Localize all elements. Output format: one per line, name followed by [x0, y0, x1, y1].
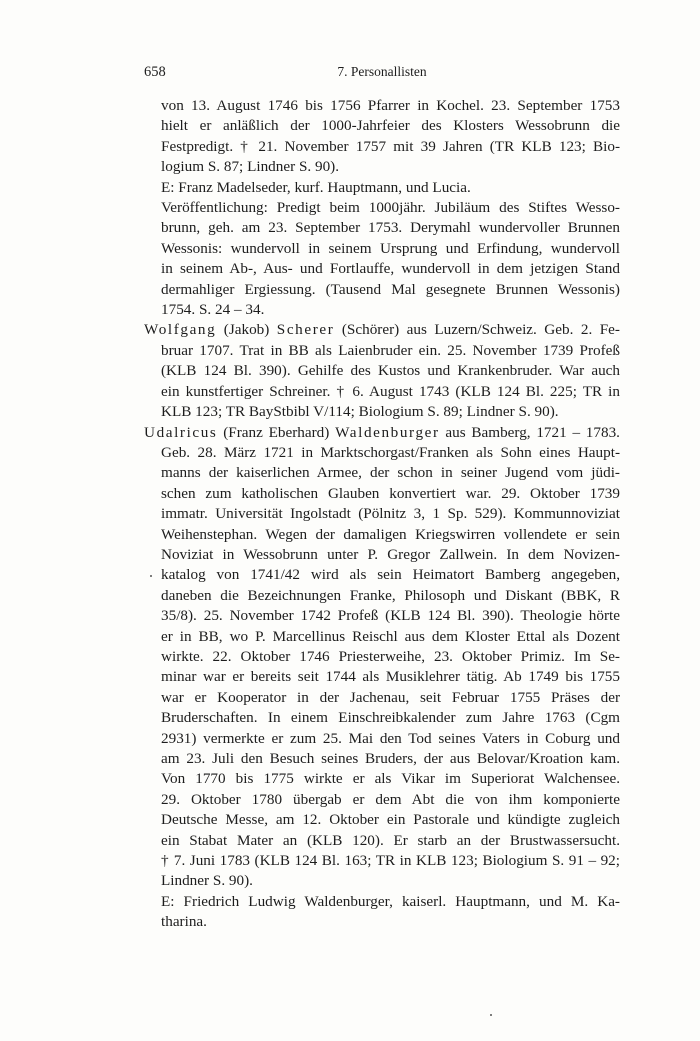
text-line: 1754. S. 24 – 34.: [161, 301, 265, 319]
running-head: 7. Personallisten: [337, 64, 427, 79]
given-name: Udalricus: [144, 423, 218, 441]
name-note: (Franz Eberhard): [217, 423, 336, 441]
text-line: ein Stabat Mater an (KLB 120). Er starb an der Brustwassersucht.: [161, 831, 620, 849]
text-line: von 13. August 1746 bis 1756 Pfarrer in Kochel. 23. September 1753: [161, 97, 620, 114]
text-line: tharina.: [161, 913, 207, 931]
print-speck: [490, 1014, 492, 1016]
text-line: logium S. 87; Lindner S. 90).: [161, 158, 340, 176]
text-line: E: Franz Madelseder, kurf. Hauptmann, und Lucia.: [161, 178, 471, 196]
text-line: dermahliger Ergiessung. (Tausend Mal gesegnete Brunnen Wessonis): [161, 280, 620, 298]
given-name: Wolfgang: [144, 321, 217, 339]
text-line: immatr. Universität Ingolstadt (Pölnitz 3, 1 Sp. 529). Kommunnoviziat: [161, 505, 620, 523]
text-line: schen zum katholischen Glauben konvertiert war. 29. Oktober 1739: [161, 484, 620, 502]
entry-scherer: [144, 320, 620, 422]
text-line: er in BB, wo P. Marcellinus Reischl aus dem Kloster Ettal als Dozent: [161, 627, 620, 645]
text-line: minar war er bereits seit 1744 als Musiklehrer tätig. Ab 1749 bis 1755: [161, 668, 620, 686]
entry-heading-line: [144, 320, 620, 340]
body-text: [144, 96, 620, 933]
text-line: † 7. Juni 1783 (KLB 124 Bl. 163; TR in KLB 123; Biologium S. 91 – 92;: [161, 852, 620, 870]
text-line: in seinem Ab-, Aus- und Fortlauffe, wundervoll in dem jetzigen Stand: [161, 260, 620, 278]
text-line: bruar 1707. Trat in BB als Laienbruder ein. 25. November 1739 Profeß: [161, 341, 620, 359]
text-line: Noviziat in Wessobrunn unter P. Gregor Zallwein. In dem Novizen-: [161, 545, 620, 563]
text-line: Festpredigt. † 21. November 1757 mit 39 Jahren (TR KLB 123; Bio-: [161, 137, 620, 155]
text-line: 35/8). 25. November 1742 Profeß (KLB 124 Bl. 390). Theologie hörte: [161, 607, 620, 625]
text-line: 29. Oktober 1780 übergab er dem Abt die von ihm komponierte: [161, 790, 620, 808]
surname: Scherer: [276, 321, 335, 339]
text-line: Geb. 28. März 1721 in Marktschorgast/Franken als Sohn eines Haupt-: [161, 443, 620, 461]
page-header: [144, 64, 620, 84]
text-line: hielt er anläßlich der 1000-Jahrfeier des Klosters Wessobrunn die: [161, 117, 620, 135]
page-number: 658: [144, 64, 166, 80]
text-line: Lindner S. 90).: [161, 872, 253, 890]
text-line: (KLB 124 Bl. 390). Gehilfe des Kustos und Krankenbruder. War auch: [161, 362, 620, 380]
print-speck: [150, 575, 152, 577]
text-line: Bruderschaften. In einem Einschreibkalender zum Jahre 1763 (Cgm: [161, 709, 620, 727]
text-line: E: Friedrich Ludwig Waldenburger, kaiserl. Hauptmann, und M. Ka-: [161, 892, 620, 910]
text-line: war er Kooperator in der Jachenau, seit Februar 1755 Präses der: [161, 688, 620, 706]
text-line: Wessonis: wundervoll in seinem Ursprung und Erfindung, wundervoll: [161, 239, 620, 257]
text-line: katalog von 1741/42 wird als sein Heimatort Bamberg angegeben,: [161, 566, 620, 584]
surname: Waldenburger: [335, 423, 440, 441]
text-line: KLB 123; TR BayStbibl V/114; Biologium S. 89; Lindner S. 90).: [161, 403, 559, 421]
entry-continuation: [144, 96, 620, 320]
name-note: (Jakob): [216, 321, 277, 339]
entry-heading-line: [144, 423, 620, 443]
text-line: 2931) vermerkte er zum 25. Mai den Tod seines Vaters in Coburg und: [161, 729, 620, 747]
text-line: ein kunstfertiger Schreiner. † 6. August 1743 (KLB 124 Bl. 225; TR in: [161, 382, 620, 400]
heading-rest: (Schörer) aus Luzern/Schweiz. Geb. 2. Fe-: [334, 321, 620, 339]
text-line: manns der kaiserlichen Armee, der schon in seiner Jugend vom jüdi-: [161, 464, 620, 482]
entry-waldenburger: [144, 423, 620, 933]
text-line: Von 1770 bis 1775 wirkte er als Vikar im Superiorat Walchensee.: [161, 770, 620, 788]
text-line: wirkte. 22. Oktober 1746 Priesterweihe, 23. Oktober Primiz. Im Se-: [161, 647, 620, 665]
text-line: Veröffentlichung: Predigt beim 1000jähr. Jubiläum des Stiftes Wesso-: [161, 199, 620, 217]
text-line: daneben die Bezeichnungen Franke, Philosoph und Diskant (BBK, R: [161, 586, 620, 604]
heading-rest: aus Bamberg, 1721 – 1783.: [439, 423, 620, 441]
text-line: Weihenstephan. Wegen der damaligen Kriegswirren vollendete er sein: [161, 525, 620, 543]
text-line: brunn, geh. am 23. September 1753. Derymahl wundervoller Brunnen: [161, 219, 620, 237]
text-line: am 23. Juli den Besuch seines Bruders, der aus Belovar/Kroation kam.: [161, 750, 620, 767]
text-line: Deutsche Messe, am 12. Oktober ein Pastorale und kündigte zugleich: [161, 811, 620, 829]
